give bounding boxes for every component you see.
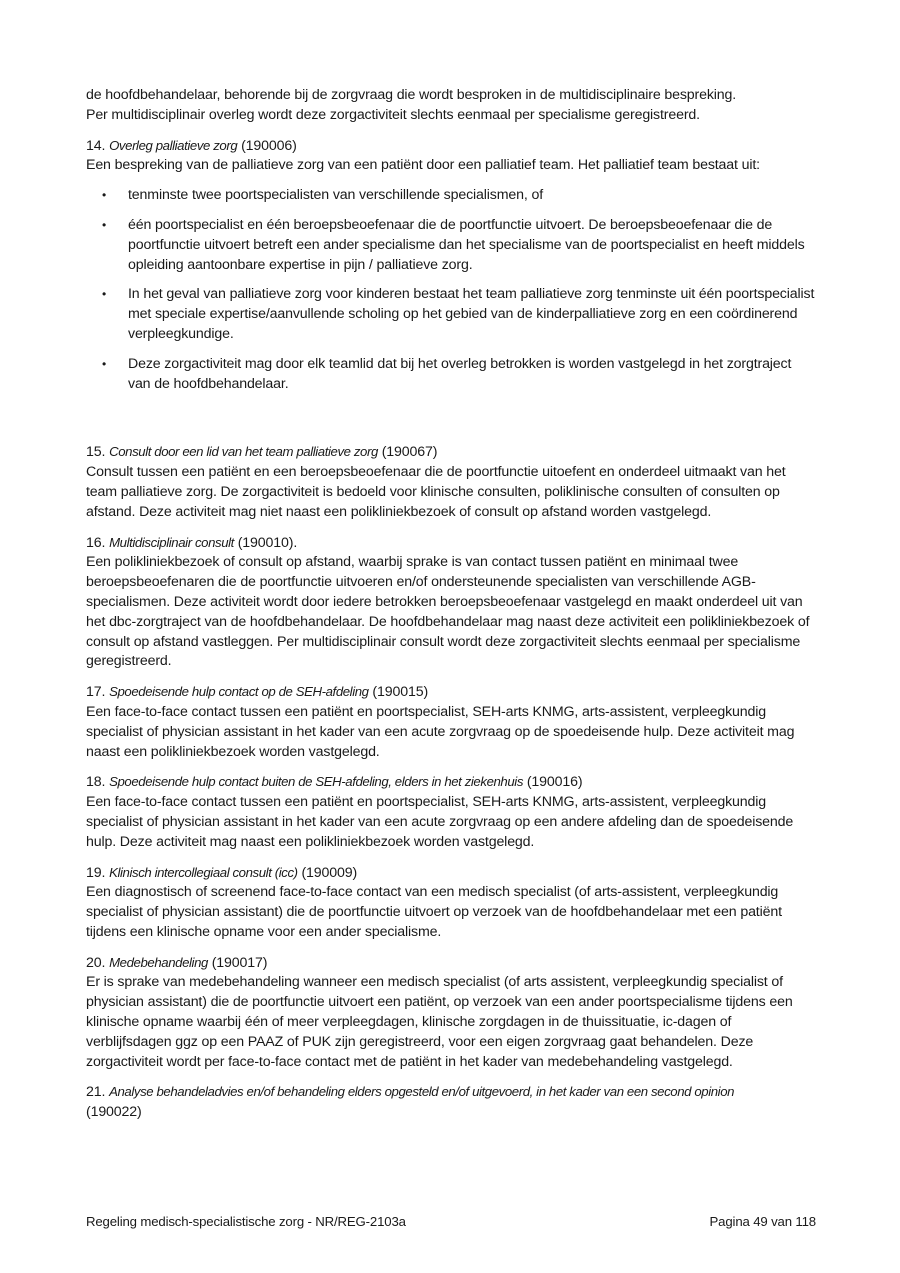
section-14-body: Een bespreking van de palliatieve zorg van een patiënt door een palliatief team. Het palliatief team bestaat uit: [86, 157, 760, 174]
section-title: Overleg palliatieve zorg [109, 137, 238, 153]
section-title: Consult door een lid van het team palliatieve zorg [109, 444, 378, 460]
section-20-body: Er is sprake van medebehandeling wanneer een medisch specialist (of arts assistent, verpleegkundig specialist of physician assistant) die de poortfunctie uitvoert een patiënt, op verzoek van een ander poortspecialisme tijdens een klinische opname waarbij één of meer verpleegdagen, klinische zorgdagen in de thuissituatie, ic-dagen of verblijfsdagen ggz op een PAAZ of PUK zijn geregistreerd, voor een eigen zorgvraag gaat behandelen. Deze zorgactiviteit wordt per face-to-face contact met de patiënt in het kader van medebehandeling vastgelegd. [86, 974, 793, 1070]
section-19-body: Een diagnostisch of screenend face-to-face contact van een medisch specialist (of arts-assistent, verpleegkundig specialist of physician assistant) die de poortfunctie uitvoert op verzoek van de hoofdbehandelaar met een patiënt tijdens een klinische opname voor een ander specialisme. [86, 884, 782, 940]
section-title: Klinisch intercollegiaal consult (icc) [109, 864, 298, 880]
section-code: (190067) [381, 444, 438, 461]
intro-line-2: Per multidisciplinair overleg wordt deze zorgactiviteit slechts eenmaal per specialisme geregistreerd. [86, 106, 700, 123]
bullet-text: één poortspecialist en één beroepsbeoefenaar die de poortfunctie uitvoert. De beroepsbeoefenaar die de poortfunctie uitvoert betreft een ander specialisme dan het specialisme van de poortspecialist en heeft middels opleiding aantoonbare expertise in pijn / palliatieve zorg. [128, 216, 805, 273]
section-17-heading [86, 682, 816, 703]
bullet-text: In het geval van palliatieve zorg voor kinderen bestaat het team palliatieve zorg tenminste uit één poortspecialist met speciale expertise/aanvullende scholing op het gebied van de kinderpalliatieve zorg en een coördinerend verpleegkundige. [128, 286, 815, 342]
section-number: 18. [86, 774, 106, 791]
section-title: Medebehandeling [109, 954, 208, 970]
section-title: Spoedeisende hulp contact buiten de SEH-afdeling, elders in het ziekenhuis [109, 774, 524, 790]
footer-page-number: Pagina 49 van 118 [709, 1214, 816, 1229]
section-14-bullet-list [86, 186, 816, 394]
section-title: Spoedeisende hulp contact op de SEH-afdeling [109, 684, 369, 700]
section-18-body: Een face-to-face contact tussen een patiënt en poortspecialist, SEH-arts KNMG, arts-assistent, verpleegkundig specialist of physician assistant in het kader van een acute zorgvraag op een andere afdeling dan de spoedeisende hulp. Deze activiteit mag naast een polikliniekbezoek worden vastgelegd. [86, 794, 794, 850]
bullet-icon: • [102, 287, 107, 302]
intro-paragraph [86, 86, 816, 126]
bullet-item [86, 216, 816, 275]
bullet-item [86, 355, 816, 395]
section-number: 15. [86, 444, 106, 461]
spacer [86, 404, 816, 442]
section-15-body: Consult tussen een patiënt en een beroepsbeoefenaar die de poortfunctie uitoefent en onderdeel uitmaakt van het team palliatieve zorg. De zorgactiviteit is bedoeld voor klinische consulten, poliklinische consulten of consulten op afstand. Deze activiteit mag niet naast een polikliniekbezoek of consult op afstand worden vastgelegd. [86, 464, 786, 520]
section-19-heading [86, 863, 816, 884]
section-number: 21. [86, 1084, 106, 1101]
section-number: 17. [86, 684, 106, 701]
bullet-icon: • [102, 356, 107, 371]
section-16-heading [86, 533, 816, 554]
section-20-heading [86, 953, 816, 974]
section-code: (190017) [211, 954, 268, 971]
section-title: Analyse behandeladvies en/of behandeling elders opgesteld en/of uitgevoerd, in het kader van een second opinion [109, 1084, 735, 1100]
document-page [86, 86, 816, 1123]
section-15-heading [86, 442, 816, 463]
bullet-item [86, 186, 816, 206]
section-number: 14. [86, 137, 106, 154]
section-21-heading [86, 1082, 816, 1123]
section-title: Multidisciplinair consult [109, 534, 234, 550]
section-17-body: Een face-to-face contact tussen een patiënt en poortspecialist, SEH-arts KNMG, arts-assistent, verpleegkundig specialist of physician assistant in het kader van een acute zorgvraag op de spoedeisende hulp. Deze activiteit mag naast een polikliniekbezoek worden vastgelegd. [86, 703, 795, 760]
section-number: 16. [86, 534, 106, 551]
footer-document-title: Regeling medisch-specialistische zorg - NR/REG-2103a [86, 1214, 406, 1229]
section-number: 19. [86, 864, 106, 881]
section-code: (190022) [86, 1104, 142, 1121]
bullet-icon: • [102, 217, 107, 232]
section-14-heading [86, 136, 816, 157]
page-footer [86, 1214, 816, 1229]
section-18-heading [86, 772, 816, 793]
section-16-body: Een polikliniekbezoek of consult op afstand, waarbij sprake is van contact tussen patiënt en minimaal twee beroepsbeoefenaren die de poortfunctie uitvoeren en/of ondersteunende specialisten van verschillende AGB-specialismen. Deze activiteit wordt door iedere betrokken beroepsbeoefenaar vastgelegd en maakt onderdeel uit van het dbc-zorgtraject van de hoofdbehandelaar. De hoofdbehandelaar mag naast deze activiteit een polikliniekbezoek of consult op afstand vastleggen. Per multidisciplinair consult wordt deze zorgactiviteit slechts eenmaal per specialisme geregistreerd. [86, 554, 810, 670]
bullet-item [86, 285, 816, 344]
section-code: (190016) [526, 774, 583, 791]
bullet-text: Deze zorgactiviteit mag door elk teamlid dat bij het overleg betrokken is worden vastgelegd in het zorgtraject van de hoofdbehandelaar. [128, 355, 792, 392]
section-code: (190015) [372, 684, 429, 701]
section-number: 20. [86, 954, 106, 971]
intro-line-1: de hoofdbehandelaar, behorende bij de zorgvraag die wordt besproken in de multidisciplinaire bespreking. [86, 87, 737, 103]
bullet-text: tenminste twee poortspecialisten van verschillende specialismen, of [128, 187, 544, 204]
section-code: (190006) [241, 137, 297, 154]
bullet-icon: • [102, 188, 107, 203]
section-code: (190010). [237, 534, 298, 551]
section-code: (190009) [301, 864, 358, 881]
